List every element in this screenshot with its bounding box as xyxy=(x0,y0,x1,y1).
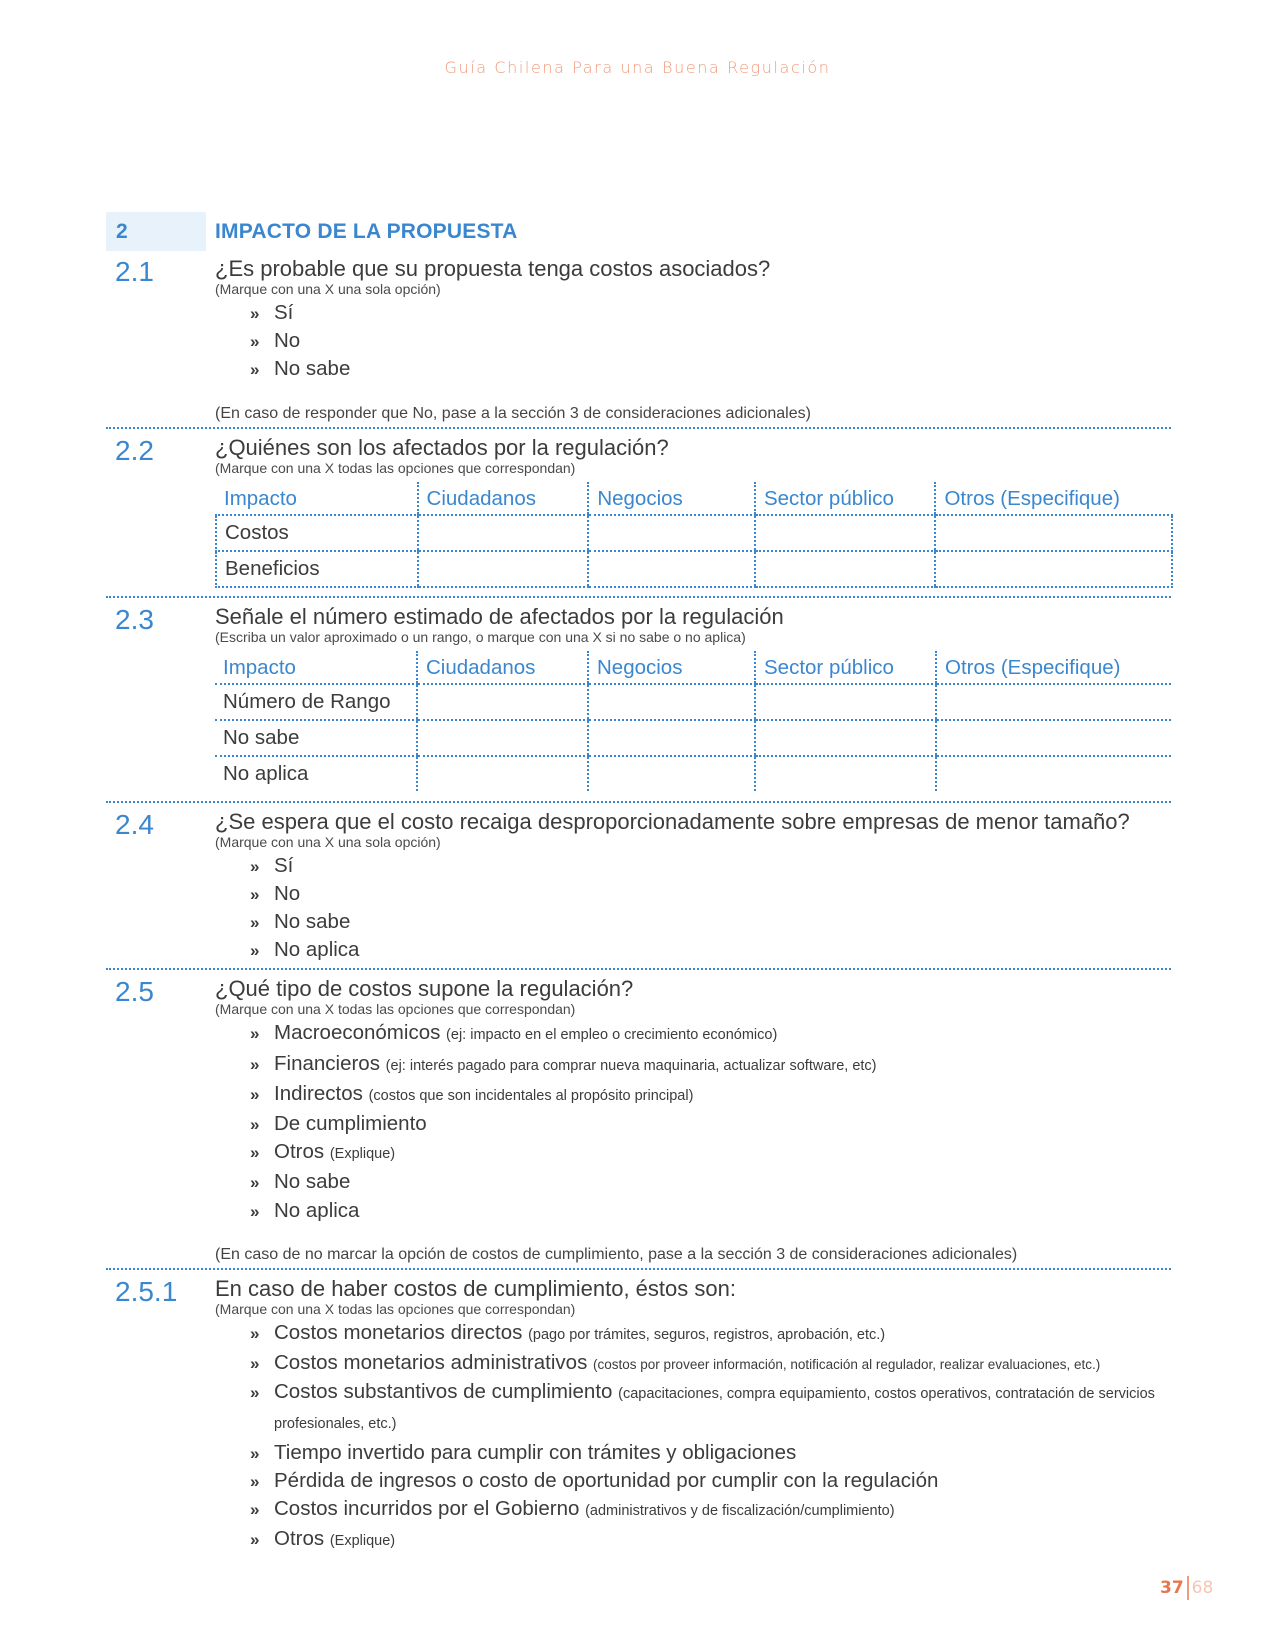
table-cell[interactable] xyxy=(935,551,1172,587)
question-number: 2.2 xyxy=(115,434,154,466)
question-number: 2.3 xyxy=(115,603,154,635)
table-cell[interactable] xyxy=(588,720,755,756)
question-number: 2.4 xyxy=(115,808,154,840)
option-item[interactable]: » Sí xyxy=(250,299,1171,327)
chevron-bullet-icon: » xyxy=(250,1201,260,1221)
table-row xyxy=(215,720,1171,756)
question-title: ¿Quiénes son los afectados por la regulación? xyxy=(215,434,669,460)
table-cell[interactable] xyxy=(936,756,1171,791)
option-list xyxy=(250,1019,1171,1224)
table-cell[interactable] xyxy=(588,756,755,791)
question-number: 2.5.1 xyxy=(115,1275,178,1307)
table-row xyxy=(216,551,1172,587)
chevron-bullet-icon: » xyxy=(250,1354,260,1374)
option-note: (pago por trámites, seguros, registros, aprobación, etc.) xyxy=(528,1326,886,1343)
row-label: Beneficios xyxy=(216,551,418,587)
chevron-bullet-icon: » xyxy=(250,332,260,352)
chevron-bullet-icon: » xyxy=(250,1084,260,1104)
table-cell[interactable] xyxy=(755,720,936,756)
option-note: (ej: interés pagado para comprar nueva maquinaria, actualizar software, etc) xyxy=(385,1057,877,1074)
table-cell[interactable] xyxy=(935,515,1172,551)
option-list xyxy=(250,852,1171,965)
column-header: Negocios xyxy=(588,651,755,684)
question-instruction: (Escriba un valor aproximado o un rango, o marque con una X si no sabe o no aplica) xyxy=(215,628,746,645)
followup-note: (En caso de no marcar la opción de costos de cumplimiento, pase a la sección 3 de consideraciones adicionales) xyxy=(215,1245,1018,1263)
section-divider xyxy=(106,968,1171,970)
option-note: (administrativos y de fiscalización/cumplimiento) xyxy=(585,1503,895,1520)
chevron-bullet-icon: » xyxy=(250,1143,260,1163)
affected-table xyxy=(215,482,1173,588)
question-instruction: (Marque con una X una sola opción) xyxy=(215,833,441,850)
table-row xyxy=(215,684,1171,720)
chevron-bullet-icon: » xyxy=(250,1115,260,1135)
question-2-1 xyxy=(106,256,1171,424)
column-header: Ciudadanos xyxy=(417,651,588,684)
chevron-bullet-icon: » xyxy=(250,884,260,904)
option-note: (Explique) xyxy=(329,1533,396,1550)
option-item[interactable]: » Costos substantivos de cumplimiento (capacitaciones, compra equipamiento, costos operativos, contratación de servicios profesionales, etc.) xyxy=(250,1380,1155,1433)
question-title: Señale el número estimado de afectados por la regulación xyxy=(215,603,784,629)
table-cell[interactable] xyxy=(755,551,936,587)
option-item[interactable]: » Pérdida de ingresos o costo de oportunidad por cumplir con la regulación xyxy=(250,1467,1170,1495)
column-header: Otros (Especifique) xyxy=(936,651,1171,684)
question-title: En caso de haber costos de cumplimiento, éstos son: xyxy=(215,1275,736,1301)
total-pages: 68 xyxy=(1191,1578,1214,1598)
table-cell[interactable] xyxy=(755,515,936,551)
section-divider xyxy=(106,801,1171,803)
row-label: Número de Rango xyxy=(215,684,417,720)
table-cell[interactable] xyxy=(755,684,936,720)
followup-note: (En caso de responder que No, pase a la sección 3 de consideraciones adicionales) xyxy=(215,404,811,422)
page-number xyxy=(1160,1576,1213,1600)
option-item[interactable]: » Costos monetarios directos (pago por trámites, seguros, registros, aprobación, etc.) xyxy=(250,1319,1170,1349)
current-page: 37 xyxy=(1160,1578,1184,1598)
section-divider xyxy=(106,1268,1171,1270)
table-cell[interactable] xyxy=(418,551,589,587)
question-number: 2.5 xyxy=(115,976,154,1008)
table-cell[interactable] xyxy=(417,756,588,791)
chevron-bullet-icon: » xyxy=(250,1173,260,1193)
question-instruction: (Marque con una X todas las opciones que correspondan) xyxy=(215,459,576,476)
option-item[interactable]: » Financieros (ej: interés pagado para comprar nueva maquinaria, actualizar software, etc) xyxy=(250,1050,1171,1080)
option-item[interactable]: » Tiempo invertido para cumplir con trámites y obligaciones xyxy=(250,1439,1170,1467)
option-item[interactable]: » Otros (Explique) xyxy=(250,1138,1171,1168)
chevron-bullet-icon: » xyxy=(250,913,260,933)
row-label: No sabe xyxy=(215,720,417,756)
option-item[interactable]: » No aplica xyxy=(250,936,1171,964)
option-item[interactable]: » Indirectos (costos que son incidentales al propósito principal) xyxy=(250,1080,1171,1110)
table-header-row xyxy=(215,651,1171,684)
question-2-2 xyxy=(106,435,1171,588)
chevron-bullet-icon: » xyxy=(250,1443,260,1463)
estimate-table xyxy=(215,651,1171,791)
option-list xyxy=(250,299,1171,384)
column-header: Otros (Especifique) xyxy=(935,482,1172,515)
table-cell[interactable] xyxy=(418,515,589,551)
option-note: (Explique) xyxy=(329,1146,396,1163)
question-2-5 xyxy=(106,976,1171,1264)
chevron-bullet-icon: » xyxy=(250,360,260,380)
section-title: IMPACTO DE LA PROPUESTA xyxy=(215,219,518,243)
chevron-bullet-icon: » xyxy=(250,941,260,961)
chevron-bullet-icon: » xyxy=(250,856,260,876)
question-number: 2.1 xyxy=(115,256,154,287)
question-title: ¿Se espera que el costo recaiga desproporcionadamente sobre empresas de menor tamaño? xyxy=(215,808,1130,834)
chevron-bullet-icon: » xyxy=(250,1024,260,1044)
table-cell[interactable] xyxy=(417,720,588,756)
question-2-3 xyxy=(106,604,1171,791)
column-header: Sector público xyxy=(755,651,936,684)
page-separator xyxy=(1187,1576,1189,1600)
question-2-5-1 xyxy=(106,1276,1171,1556)
section-number: 2 xyxy=(106,212,206,251)
row-label: Costos xyxy=(216,515,418,551)
option-item[interactable]: » No aplica xyxy=(250,1197,1171,1225)
option-note: (costos por proveer información, notificación al regulador, realizar evaluaciones, etc.) xyxy=(593,1357,1101,1373)
chevron-bullet-icon: » xyxy=(250,1471,260,1491)
table-row xyxy=(215,756,1171,791)
section-divider xyxy=(106,427,1171,429)
option-item[interactable]: » De cumplimiento xyxy=(250,1110,1171,1138)
table-cell[interactable] xyxy=(755,756,936,791)
table-header-row xyxy=(216,482,1172,515)
form-content xyxy=(106,212,1171,1555)
column-header: Ciudadanos xyxy=(418,482,589,515)
table-cell[interactable] xyxy=(936,720,1171,756)
question-instruction: (Marque con una X todas las opciones que correspondan) xyxy=(215,1300,576,1317)
chevron-bullet-icon: » xyxy=(250,1383,260,1403)
option-item[interactable]: » Otros (Explique) xyxy=(250,1525,1170,1555)
table-cell[interactable] xyxy=(588,551,755,587)
option-item[interactable]: » Sí xyxy=(250,852,1171,880)
table-cell[interactable] xyxy=(588,515,755,551)
option-note: (ej: impacto en el empleo o crecimiento económico) xyxy=(446,1027,778,1044)
table-cell[interactable] xyxy=(417,684,588,720)
question-title: ¿Es probable que su propuesta tenga costos asociados? xyxy=(215,256,771,281)
option-item[interactable]: » Costos monetarios administrativos (costos por proveer información, notificación al regulador, realizar evaluaciones, etc.) xyxy=(250,1349,1170,1378)
option-item[interactable]: » No sabe xyxy=(250,908,1171,936)
running-header: Guía Chilena Para una Buena Regulación xyxy=(444,58,831,77)
table-row xyxy=(216,515,1172,551)
column-header: Impacto xyxy=(216,482,418,515)
chevron-bullet-icon: » xyxy=(250,1323,260,1343)
option-item[interactable]: » No sabe xyxy=(250,1168,1171,1196)
chevron-bullet-icon: » xyxy=(250,1054,260,1074)
option-note: (costos que son incidentales al propósito principal) xyxy=(368,1087,694,1104)
question-title: ¿Qué tipo de costos supone la regulación? xyxy=(215,976,634,1002)
option-item[interactable]: » No xyxy=(250,880,1171,908)
option-note: (capacitaciones, compra equipamiento, costos operativos, contratación de servicios profesionales, etc.) xyxy=(274,1386,1155,1433)
table-cell[interactable] xyxy=(588,684,755,720)
column-header: Negocios xyxy=(588,482,755,515)
question-instruction: (Marque con una X una sola opción) xyxy=(215,281,441,297)
question-2-4 xyxy=(106,809,1171,965)
section-divider xyxy=(106,596,1171,598)
column-header: Sector público xyxy=(755,482,936,515)
table-cell[interactable] xyxy=(936,684,1171,720)
option-item[interactable]: » Macroeconómicos (ej: impacto en el empleo o crecimiento económico) xyxy=(250,1019,1171,1049)
chevron-bullet-icon: » xyxy=(250,1530,260,1550)
option-item[interactable]: » No xyxy=(250,327,1171,355)
option-item[interactable]: » Costos incurridos por el Gobierno (administrativos y de fiscalización/cumplimiento) xyxy=(250,1495,1170,1525)
question-instruction: (Marque con una X todas las opciones que correspondan) xyxy=(215,1001,576,1018)
column-header: Impacto xyxy=(215,651,417,684)
chevron-bullet-icon: » xyxy=(250,304,260,323)
option-item[interactable]: » No sabe xyxy=(250,355,1171,383)
section-header xyxy=(106,212,1171,251)
row-label: No aplica xyxy=(223,761,309,785)
option-list xyxy=(250,1319,1170,1556)
chevron-bullet-icon: » xyxy=(250,1500,260,1520)
